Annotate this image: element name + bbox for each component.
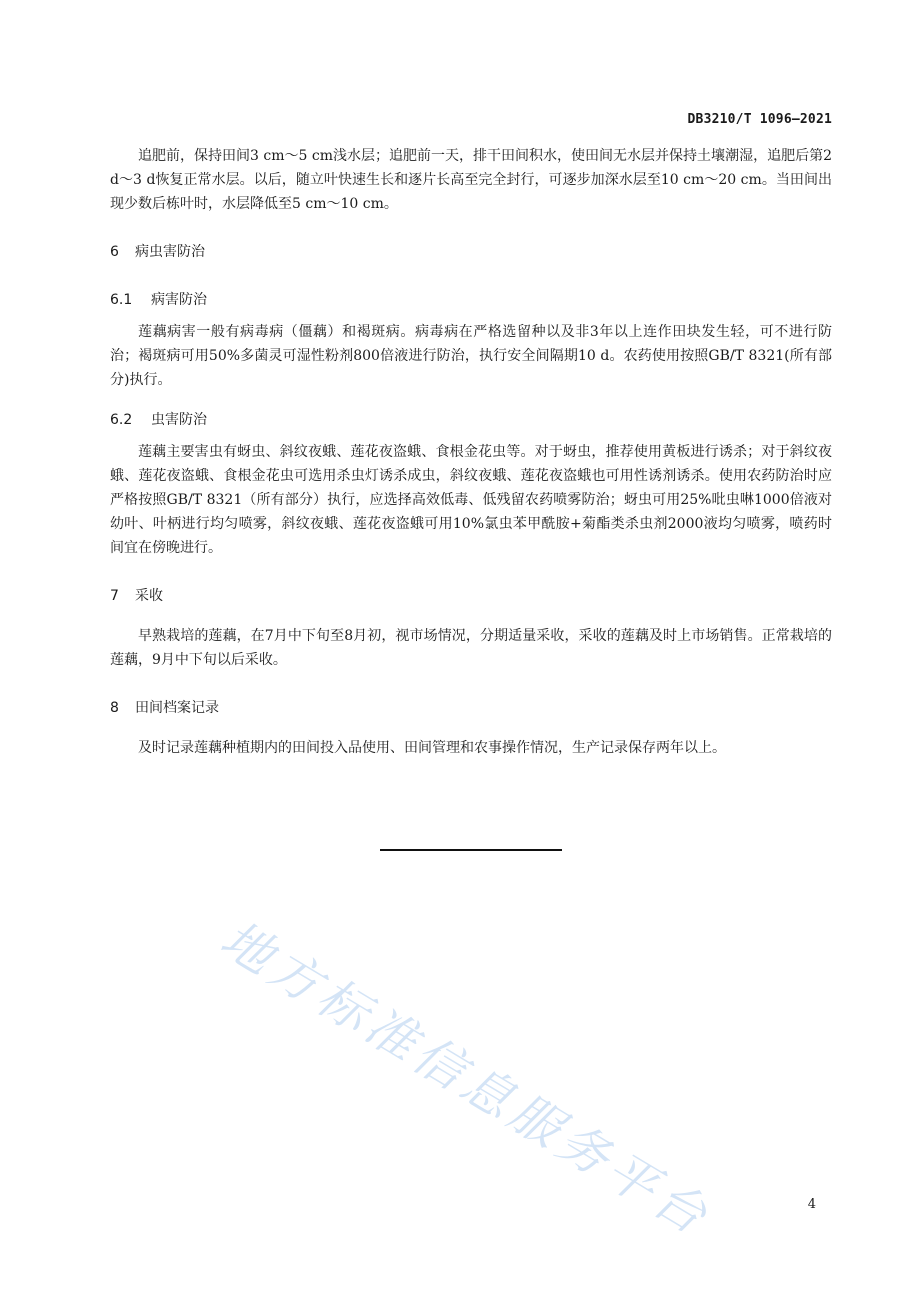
section-6-heading (110, 240, 832, 264)
section-6-1-heading (110, 288, 832, 312)
section-7-paragraph: 早熟栽培的莲藕，在7月中下旬至8月初，视市场情况，分期适量采收，采收的莲藕及时上市场销售。正常栽培的莲藕，9月中下旬以后采收。 (110, 628, 832, 668)
section-6-title: 病虫害防治 (135, 244, 205, 260)
section-6-number: 6 (110, 244, 119, 260)
section-6-2-title: 虫害防治 (151, 412, 207, 428)
section-6-2-number: 6.2 (110, 412, 133, 428)
section-6-2-paragraph: 莲藕主要害虫有蚜虫、斜纹夜蛾、莲花夜盗蛾、食根金花虫等。对于蚜虫，推荐使用黄板进行诱杀；对于斜纹夜蛾、莲花夜盗蛾、食根金花虫可选用杀虫灯诱杀成虫，斜纹夜蛾、莲花夜盗蛾也可用性诱剂诱杀。使用农药防治时应严格按照GB/T 8321（所有部分）执行，应选择高效低毒、低残留农药喷雾防治；蚜虫可用25%吡虫啉1000倍液对幼叶、叶柄进行均匀喷雾，斜纹夜蛾、莲花夜盗蛾可用10%氯虫苯甲酰胺+菊酯类杀虫剂2000液均匀喷雾，喷药时间宜在傍晚进行。 (110, 444, 832, 556)
section-7-title: 采收 (135, 588, 163, 604)
section-6-2-heading (110, 408, 832, 432)
end-of-document-line (380, 849, 562, 851)
section-8-title: 田间档案记录 (135, 700, 219, 716)
intro-paragraph: 追肥前，保持田间3 cm～5 cm浅水层；追肥前一天，排干田间积水，使田间无水层并保持土壤潮湿，追肥后第2 d～3 d恢复正常水层。以后，随立叶快速生长和逐片长高至完全封行，可逐步加深水层至10 cm～20 cm。当田间出现少数后栋叶时，水层降低至5 cm～10 cm。 (110, 148, 832, 212)
document-code: DB3210/T 1096—2021 (687, 112, 832, 127)
section-7-heading (110, 584, 832, 608)
section-6-1-title: 病害防治 (151, 292, 207, 308)
section-8-heading (110, 696, 832, 720)
section-8-number: 8 (110, 700, 119, 716)
page-content (110, 144, 832, 760)
section-8-paragraph: 及时记录莲藕种植期内的田间投入品使用、田间管理和农事操作情况，生产记录保存两年以上。 (138, 740, 726, 756)
section-6-1-paragraph: 莲藕病害一般有病毒病（僵藕）和褐斑病。病毒病在严格选留种以及非3年以上连作田块发生轻，可不进行防治；褐斑病可用50%多菌灵可湿性粉剂800倍液进行防治，执行安全间隔期10 d。农药使用按照GB/T 8321(所有部分)执行。 (110, 324, 832, 388)
watermark: 地方标准信息服务平台 (211, 909, 721, 1248)
section-6-1-number: 6.1 (110, 292, 133, 308)
page-number: 4 (807, 1197, 816, 1212)
section-7-number: 7 (110, 588, 119, 604)
